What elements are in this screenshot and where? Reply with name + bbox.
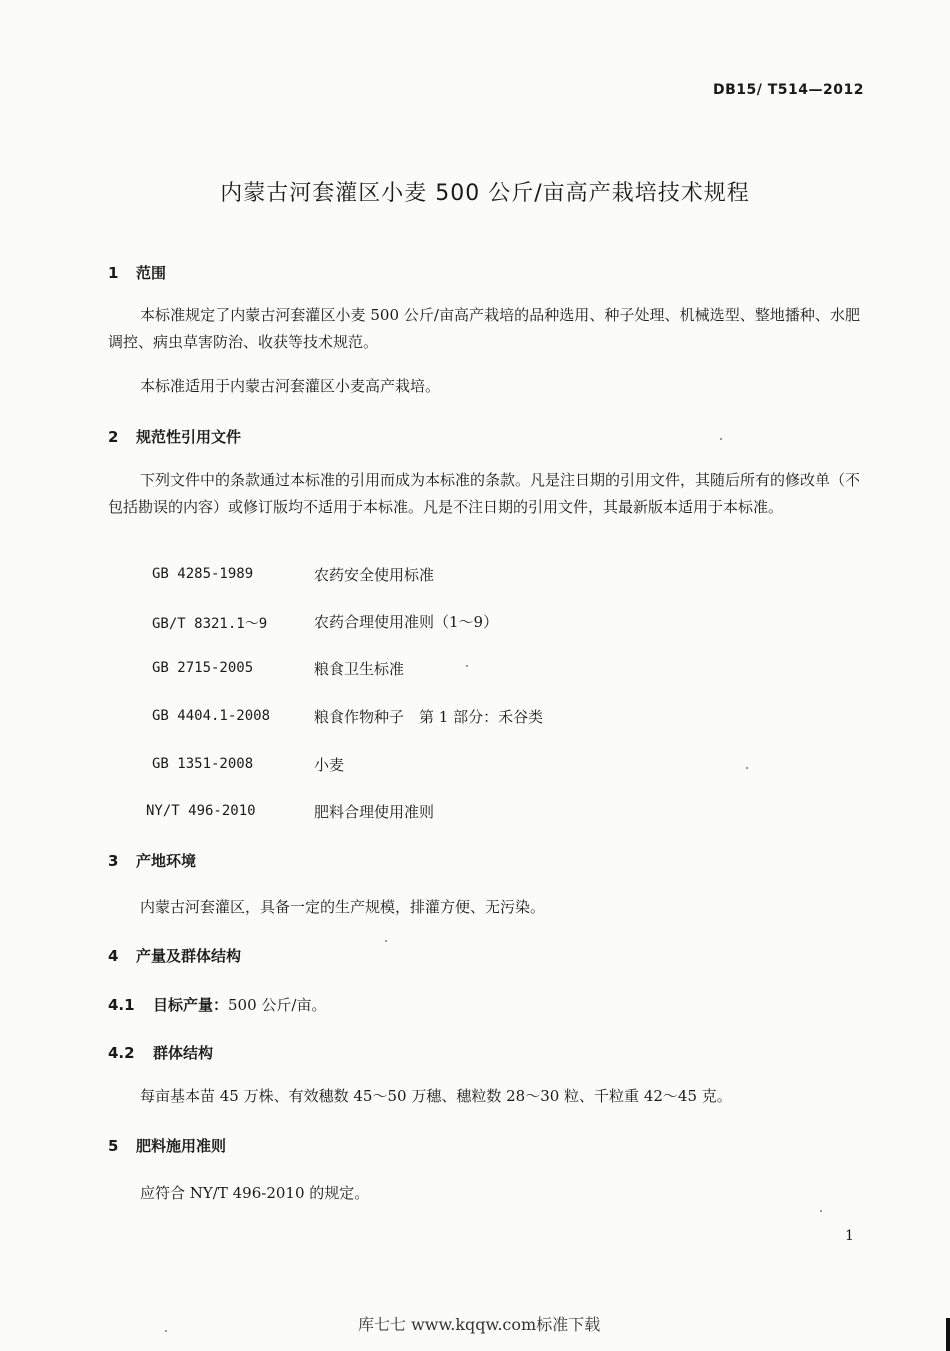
reference-title: 小麦: [314, 756, 345, 774]
scan-speck: [720, 438, 722, 440]
reference-title: 粮食卫生标准: [314, 660, 405, 678]
section-1-heading: [108, 262, 166, 283]
page-number: 1: [845, 1228, 854, 1244]
reference-code: GB 2715-2005: [152, 660, 254, 676]
scan-speck: [466, 665, 468, 667]
section-title: 目标产量：: [153, 996, 229, 1014]
section-title: 规范性引用文件: [136, 428, 242, 446]
section-5-paragraph: 应符合 NY/T 496-2010 的规定。: [140, 1184, 370, 1202]
scan-speck: [820, 1210, 822, 1212]
section-4-heading: [108, 945, 241, 966]
page-title: 内蒙古河套灌区小麦 500 公斤/亩高产栽培技术规程: [220, 181, 750, 206]
section-number: 1: [108, 264, 119, 282]
section-1-paragraph-2: 本标准适用于内蒙古河套灌区小麦高产栽培。: [140, 377, 441, 395]
footer-watermark: 库七七 www.kqqw.com标准下载: [358, 1315, 601, 1334]
section-5-heading: [108, 1135, 226, 1156]
section-1-paragraph-1: 本标准规定了内蒙古河套灌区小麦 500 公斤/亩高产栽培的品种选用、种子处理、机械选型、整地播种、水肥调控、病虫草害防治、收获等技术规范。: [108, 306, 860, 351]
section-title: 产量及群体结构: [136, 947, 242, 965]
section-title: 肥料施用准则: [136, 1137, 227, 1155]
scan-speck: [385, 940, 387, 942]
section-2-heading: [108, 426, 241, 447]
section-title: 群体结构: [153, 1044, 214, 1062]
section-3-heading: [108, 850, 196, 871]
section-3-paragraph: 内蒙古河套灌区，具备一定的生产规模，排灌方便、无污染。: [140, 898, 546, 916]
section-title: 范围: [136, 264, 167, 282]
section-number: 5: [108, 1137, 119, 1155]
section-number: 3: [108, 852, 119, 870]
section-2-paragraph: 下列文件中的条款通过本标准的引用而成为本标准的条款。凡是注日期的引用文件，其随后所有的修改单（不包括勘误的内容）或修订版均不适用于本标准。凡是不注日期的引用文件，其最新版本适用于本标准。: [108, 471, 861, 516]
reference-code: GB 4285-1989: [152, 566, 254, 582]
section-4-2-paragraph: 每亩基本苗 45 万株、有效穗数 45～50 万穗、穗粒数 28～30 粒、千粒重 42～45 克。: [140, 1087, 732, 1105]
section-4-1-heading: [108, 994, 326, 1015]
reference-title: 农药安全使用标准: [314, 566, 435, 584]
reference-title: 粮食作物种子 第 1 部分：禾谷类: [314, 708, 544, 726]
scan-speck: [746, 767, 748, 769]
reference-code: GB 1351-2008: [152, 756, 254, 772]
target-yield-value: 500 公斤/亩。: [228, 996, 327, 1014]
section-number: 4.1: [108, 996, 135, 1014]
section-4-2-heading: [108, 1042, 213, 1063]
reference-title: 农药合理使用准则（1～9）: [314, 613, 499, 631]
scan-edge-mark: [946, 1318, 950, 1351]
section-number: 4: [108, 947, 119, 965]
document-code: DB15/ T514—2012: [713, 82, 864, 98]
reference-code: GB/T 8321.1～9: [152, 616, 268, 632]
section-number: 4.2: [108, 1044, 135, 1062]
reference-code: GB 4404.1-2008: [152, 708, 271, 724]
scan-speck: [165, 1330, 167, 1332]
reference-title: 肥料合理使用准则: [314, 803, 435, 821]
section-number: 2: [108, 428, 119, 446]
section-title: 产地环境: [136, 852, 197, 870]
reference-code: NY/T 496-2010: [146, 803, 256, 819]
